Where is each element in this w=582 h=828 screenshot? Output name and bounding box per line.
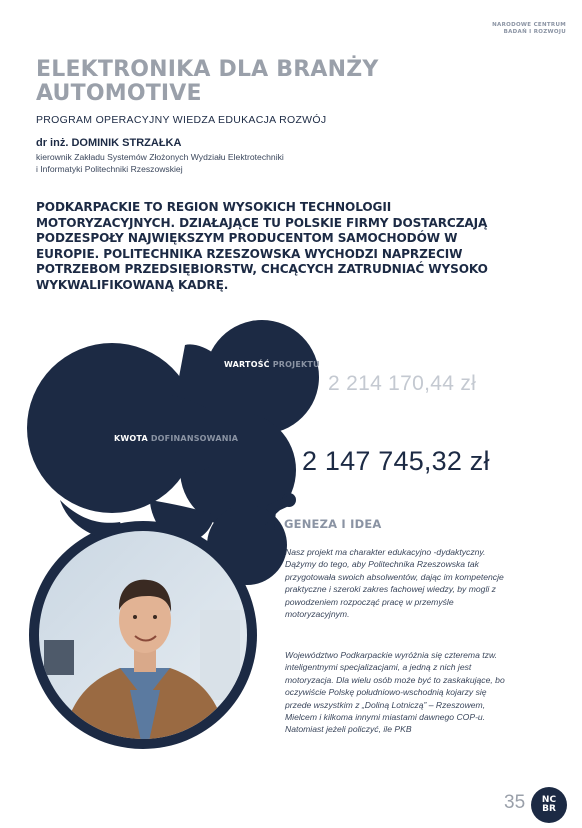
title-line-1: ELEKTRONIKA DLA BRANŻY (36, 57, 379, 82)
page-number: 35 (504, 792, 526, 813)
lead-paragraph: PODKARPACKIE TO REGION WYSOKICH TECHNOLOGII MOTORYZACYJNYCH. DZIAŁAJĄCE TU POLSKIE FIRMY DOSTARCZAJĄ PODZESPOŁY NAJWIĘKSZYM PRODUCENTOM SAMOCHODÓW W EUROPIE. POLITECHNIKA RZESZOWSKA WYCHODZI NAPRZECIW POTRZEBOM PRZEDSIĘBIORSTW, CHCĄCYCH ZATRUDNIAĆ WYSOKO WYKWALIFIKOWANĄ KADRĘ. (36, 200, 488, 292)
project-value-label: WARTOŚĆ PROJEKTU (224, 360, 320, 369)
ncbr-logo (531, 787, 567, 823)
section-paragraph-1: Nasz projekt ma charakter edukacyjno -dydaktyczny. Dążymy do tego, aby Politechnika Rzeszowska tak przygotowała swoich absolwentów, dając im kompetencje praktyczne i szeroki zakres fachowej wiedzy, by mogli z powodzeniem rozpocząć pracę w przemyśle motoryzacyjnym. (285, 547, 504, 620)
affiliation-line-1: kierownik Zakładu Systemów Złożonych Wydziału Elektrotechniki (36, 152, 284, 162)
funding-label: KWOTA DOFINANSOWANIA (114, 434, 239, 443)
agency-line-2: BADAŃ I ROZWOJU (503, 29, 566, 35)
logo-line-1: NC (541, 795, 557, 805)
agency-line-1: NARODOWE CENTRUM (492, 22, 566, 28)
author-name: dr inż. DOMINIK STRZAŁKA (36, 137, 182, 149)
project-value-amount: 2 214 170,44 zł (328, 372, 477, 395)
affiliation-line-2: i Informatyki Politechniki Rzeszowskiej (36, 163, 183, 174)
logo-line-2: BR (542, 804, 556, 814)
title-line-2: AUTOMOTIVE (36, 81, 202, 106)
section-paragraph-2: Województwo Podkarpackie wyróżnia się czterema tzw. inteligentnymi specjalizacjami, a jedną z nich jest motoryzacja. Dla wielu osób może być to zaskakujące, bo oczywiście Polskę południowo-wschodnią kojarzy się przede wszystkim z „Doliną Lotniczą” – Rzeszowem, Mielcem i kilkoma innymi miastami dawnego COP-u. Natomiast jeżeli policzyć, ile PKB (285, 650, 505, 735)
program-name: PROGRAM OPERACYJNY WIEDZA EDUKACJA ROZWÓJ (36, 114, 327, 126)
funding-amount: 2 147 745,32 zł (302, 446, 490, 476)
section-heading: GENEZA I IDEA (284, 517, 382, 531)
